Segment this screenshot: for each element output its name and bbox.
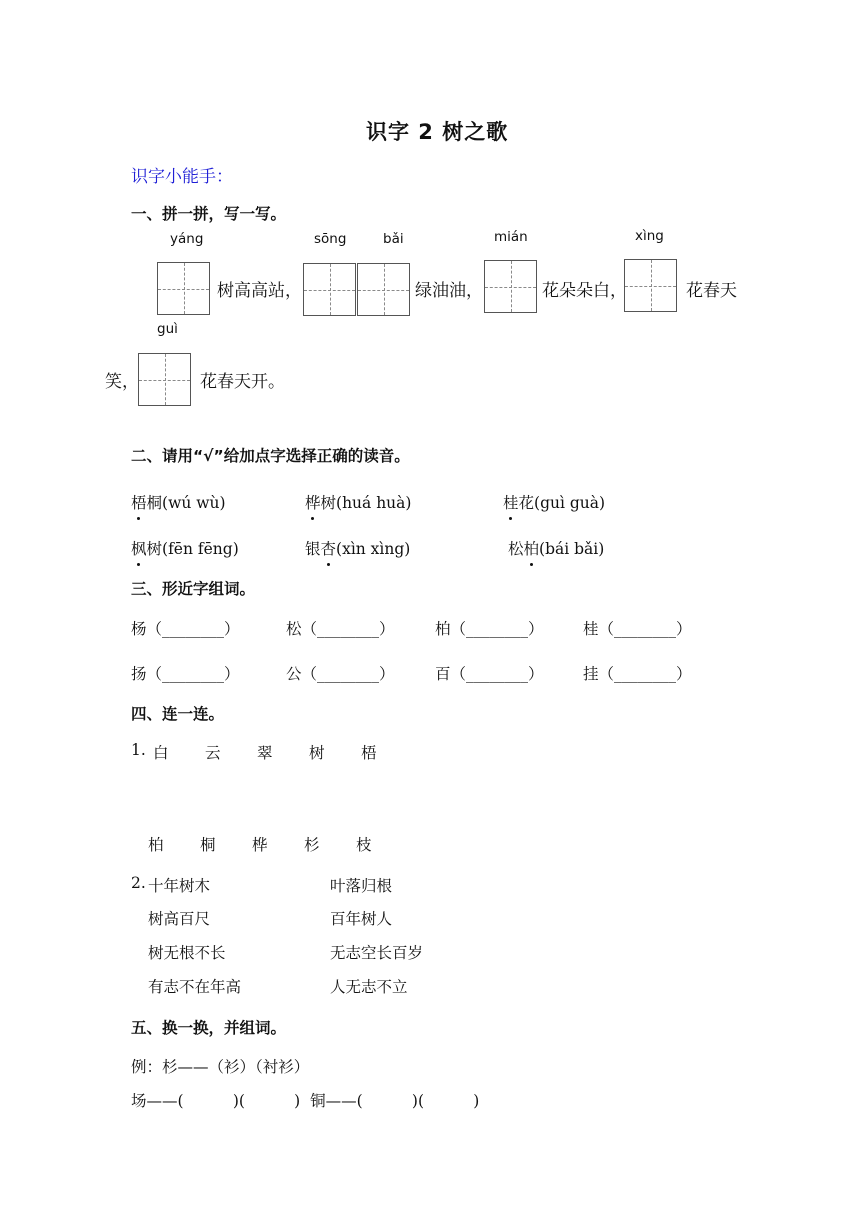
match-top-char: 树 bbox=[309, 744, 325, 762]
match-bottom-char: 枝 bbox=[356, 836, 372, 854]
dotted-char: 杏 bbox=[321, 537, 337, 559]
proverb-right: 叶落归根 bbox=[330, 877, 393, 895]
match-top-char: 云 bbox=[205, 744, 221, 762]
dotted-char: 柏 bbox=[524, 537, 540, 559]
section-3-heading: 三、形近字组词。 bbox=[131, 580, 256, 598]
match-bottom-char: 杉 bbox=[304, 836, 320, 854]
dotted-char: 梧 bbox=[131, 491, 147, 513]
pinyin-bai: bǎi bbox=[383, 231, 404, 247]
word-blank-yang2: 扬（________） bbox=[131, 665, 240, 683]
match-top-char: 翠 bbox=[257, 744, 273, 762]
word-blank-bai2: 百（________） bbox=[435, 665, 544, 683]
blank-text-4: 花春天 bbox=[686, 281, 737, 301]
section-2-heading: 二、请用“√”给加点字选择正确的读音。 bbox=[131, 447, 410, 465]
pinyin-gui: guì bbox=[157, 321, 178, 337]
proverb-left: 十年树木 bbox=[148, 877, 211, 895]
writing-grid-bai[interactable] bbox=[357, 263, 410, 316]
word-blank-gua: 挂（________） bbox=[583, 665, 692, 683]
match-q1-label: 1. bbox=[131, 741, 146, 759]
proverb-right: 人无志不立 bbox=[330, 978, 408, 996]
word-blank-gui: 桂（________） bbox=[583, 620, 692, 638]
dotted-char: 桂 bbox=[503, 491, 519, 513]
dotted-char: 桦 bbox=[305, 491, 321, 513]
blank-text-5: 笑， bbox=[105, 372, 139, 392]
word-blank-yang: 杨（________） bbox=[131, 620, 240, 638]
word-blank-gong: 公（________） bbox=[286, 665, 395, 683]
word-blank-bai: 柏（________） bbox=[435, 620, 544, 638]
pinyin-yang: yáng bbox=[170, 231, 204, 247]
match-bottom-char: 桦 bbox=[252, 836, 268, 854]
example-line: 例：杉——（衫）（衬衫） bbox=[131, 1058, 310, 1076]
match-top-char: 白 bbox=[153, 744, 169, 762]
section-5-heading: 五、换一换，并组词。 bbox=[131, 1019, 287, 1037]
reading-item-guihua: 桂花(guì guà) bbox=[503, 491, 605, 513]
writing-grid-mian[interactable] bbox=[484, 260, 537, 313]
proverb-left: 树高百尺 bbox=[148, 910, 211, 928]
page-title: 识字 2 树之歌 bbox=[366, 120, 509, 144]
match-top-char: 梧 bbox=[361, 744, 377, 762]
pinyin-mian: mián bbox=[494, 229, 528, 245]
match-bottom-char: 柏 bbox=[148, 836, 164, 854]
dotted-char: 枫 bbox=[131, 537, 147, 559]
proverb-left: 有志不在年高 bbox=[148, 978, 242, 996]
reading-item-huashu: 桦树(huá huà) bbox=[305, 491, 411, 513]
proverb-right: 无志空长百岁 bbox=[330, 944, 424, 962]
reading-item-fengshu: 枫树(fēn fēng) bbox=[131, 537, 239, 559]
section-4-heading: 四、连一连。 bbox=[131, 705, 225, 723]
blank-text-1: 树高高站， bbox=[217, 281, 302, 301]
word-blank-song: 松（________） bbox=[286, 620, 395, 638]
section-1-heading: 一、拼一拼，写一写。 bbox=[131, 205, 287, 223]
blank-text-3: 花朵朵白， bbox=[542, 281, 627, 301]
proverb-left: 树无根不长 bbox=[148, 944, 226, 962]
match-q2-label: 2. bbox=[131, 874, 146, 892]
reading-item-songbai: 松柏(bái bǎi) bbox=[508, 537, 604, 559]
exercise-line: 场——( )( ) 铜——( )( ) bbox=[131, 1092, 480, 1110]
writing-grid-gui[interactable] bbox=[138, 353, 191, 406]
reading-item-wutong: 梧桐(wú wù) bbox=[131, 491, 226, 513]
writing-grid-xing[interactable] bbox=[624, 259, 677, 312]
blank-text-2: 绿油油， bbox=[415, 281, 483, 301]
blank-text-6: 花春天开。 bbox=[200, 372, 285, 392]
writing-grid-yang[interactable] bbox=[157, 262, 210, 315]
pinyin-xing: xìng bbox=[635, 228, 664, 244]
match-bottom-char: 桐 bbox=[200, 836, 216, 854]
proverb-right: 百年树人 bbox=[330, 910, 393, 928]
subtitle: 识字小能手： bbox=[131, 167, 233, 187]
writing-grid-song[interactable] bbox=[303, 263, 356, 316]
pinyin-song: sōng bbox=[314, 231, 347, 247]
reading-item-yinxing: 银杏(xìn xìng) bbox=[305, 537, 410, 559]
